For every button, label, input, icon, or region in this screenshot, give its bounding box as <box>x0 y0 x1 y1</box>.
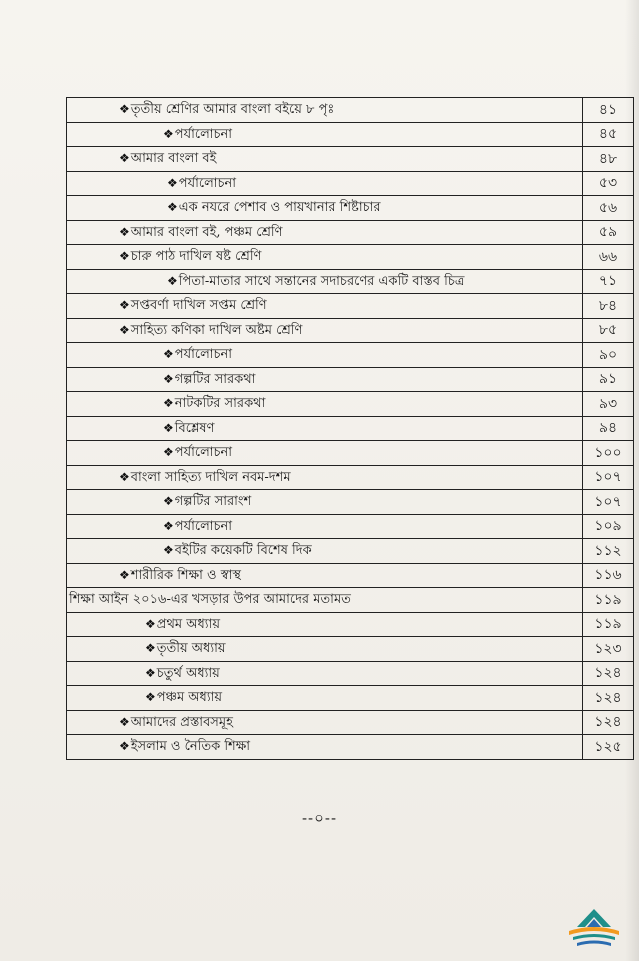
diamond-bullet-icon: ❖ <box>167 273 178 288</box>
diamond-bullet-icon: ❖ <box>167 200 178 215</box>
toc-page-number: ১২৪ <box>583 710 634 735</box>
toc-row <box>67 539 634 564</box>
toc-page-number: ৪৮ <box>583 147 634 172</box>
toc-row <box>67 343 634 368</box>
toc-entry-title: তৃতীয় অধ্যায় <box>156 641 226 657</box>
diamond-bullet-icon: ❖ <box>119 249 130 264</box>
toc-page-number: ৪৫ <box>583 122 634 147</box>
toc-row <box>67 661 634 686</box>
toc-page-number: ১১২ <box>583 539 634 564</box>
toc-row <box>67 245 634 270</box>
toc-entry-title-cell <box>67 98 583 123</box>
toc-entry-title: শিক্ষা আইন ২০১৬-এর খসড়ার উপর আমাদের মতামত <box>69 592 351 608</box>
toc-entry-title-cell <box>67 612 583 637</box>
diamond-bullet-icon: ❖ <box>119 224 130 239</box>
toc-row <box>67 465 634 490</box>
toc-row <box>67 637 634 662</box>
toc-entry-title: পর্যালোচনা <box>174 126 233 142</box>
toc-row <box>67 294 634 319</box>
toc-entry-title: এক নযরে পেশাব ও পায়খানার শিষ্টাচার <box>178 200 381 216</box>
toc-entry-title: আমাদের প্রস্তাবসমূহ <box>130 714 233 730</box>
toc-entry-title-cell <box>67 563 583 588</box>
toc-page-number: ১২৪ <box>583 686 634 711</box>
toc-entry-title-cell <box>67 661 583 686</box>
toc-row <box>67 122 634 147</box>
page-edge-shadow <box>625 0 639 961</box>
toc-entry-title-cell <box>67 465 583 490</box>
toc-row <box>67 563 634 588</box>
diamond-bullet-icon: ❖ <box>163 396 174 411</box>
diamond-bullet-icon: ❖ <box>163 371 174 386</box>
toc-row <box>67 147 634 172</box>
toc-entry-title: তৃতীয় শ্রেণির আমার বাংলা বইয়ে ৮ পৃঃ <box>130 102 335 118</box>
toc-entry-title: পঞ্চম অধ্যায় <box>156 690 223 706</box>
diamond-bullet-icon: ❖ <box>145 616 156 631</box>
toc-entry-title-cell <box>67 220 583 245</box>
diamond-bullet-icon: ❖ <box>119 298 130 313</box>
diamond-bullet-icon: ❖ <box>119 322 130 337</box>
toc-entry-title: চারু পাঠ দাখিল ষষ্ট শ্রেণি <box>130 249 262 265</box>
toc-page-number: ৭১ <box>583 269 634 294</box>
toc-row <box>67 392 634 417</box>
toc-entry-title: আমার বাংলা বই <box>130 151 217 167</box>
toc-page-number: ১২৫ <box>583 735 634 760</box>
toc-entry-title: পর্যালোচনা <box>178 175 237 191</box>
toc-entry-title-cell <box>67 122 583 147</box>
toc-entry-title-cell <box>67 588 583 613</box>
toc-page-number: ৯৩ <box>583 392 634 417</box>
toc-page-number: ৯১ <box>583 367 634 392</box>
diamond-bullet-icon: ❖ <box>119 739 130 754</box>
toc-page-number: ১২৩ <box>583 637 634 662</box>
toc-page-number: ৯০ <box>583 343 634 368</box>
toc-entry-title-cell <box>67 196 583 221</box>
toc-entry-title-cell <box>67 514 583 539</box>
publisher-logo-icon <box>559 905 629 953</box>
toc-entry-title-cell <box>67 686 583 711</box>
toc-entry-title: গল্পটির সারকথা <box>174 371 256 387</box>
toc-page-number: ৫৬ <box>583 196 634 221</box>
toc-row <box>67 441 634 466</box>
toc-entry-title: গল্পটির সারাংশ <box>174 494 252 510</box>
toc-row <box>67 735 634 760</box>
toc-entry-title-cell <box>67 392 583 417</box>
toc-entry-title: বিশ্লেষণ <box>174 420 215 436</box>
diamond-bullet-icon: ❖ <box>163 445 174 460</box>
toc-page-number: ১১৯ <box>583 588 634 613</box>
diamond-bullet-icon: ❖ <box>119 469 130 484</box>
toc-entry-title-cell <box>67 245 583 270</box>
toc-body <box>67 98 634 760</box>
toc-entry-title: সাহিত্য কণিকা দাখিল অষ্টম শ্রেণি <box>130 322 303 338</box>
toc-page-number: ৫৯ <box>583 220 634 245</box>
toc-entry-title-cell <box>67 637 583 662</box>
diamond-bullet-icon: ❖ <box>163 347 174 362</box>
toc-page-number: ১০৯ <box>583 514 634 539</box>
toc-entry-title: পর্যালোচনা <box>174 445 233 461</box>
toc-entry-title: নাটকটির সারকথা <box>174 396 266 412</box>
toc-entry-title-cell <box>67 441 583 466</box>
toc-page-number: ১২৪ <box>583 661 634 686</box>
diamond-bullet-icon: ❖ <box>167 175 178 190</box>
toc-entry-title-cell <box>67 490 583 515</box>
diamond-bullet-icon: ❖ <box>163 494 174 509</box>
toc-entry-title-cell <box>67 269 583 294</box>
toc-entry-title-cell <box>67 710 583 735</box>
toc-page-number: ৪১ <box>583 98 634 123</box>
toc-entry-title-cell <box>67 294 583 319</box>
toc-page-number: ৫৩ <box>583 171 634 196</box>
toc-row <box>67 367 634 392</box>
toc-row <box>67 514 634 539</box>
table-of-contents <box>66 97 634 760</box>
toc-page-number: ৮৪ <box>583 294 634 319</box>
toc-entry-title-cell <box>67 416 583 441</box>
toc-entry-title-cell <box>67 171 583 196</box>
toc-page-number: ৮৫ <box>583 318 634 343</box>
toc-entry-title: বাংলা সাহিত্য দাখিল নবম-দশম <box>130 469 291 485</box>
toc-entry-title: প্রথম অধ্যায় <box>156 616 220 632</box>
diamond-bullet-icon: ❖ <box>119 102 130 117</box>
diamond-bullet-icon: ❖ <box>163 420 174 435</box>
toc-entry-title: সপ্তবর্ণা দাখিল সপ্তম শ্রেণি <box>130 298 267 314</box>
toc-page-number: ১১৯ <box>583 612 634 637</box>
diamond-bullet-icon: ❖ <box>145 641 156 656</box>
toc-row <box>67 686 634 711</box>
toc-row <box>67 588 634 613</box>
toc-page-number: ১০৭ <box>583 490 634 515</box>
toc-row <box>67 490 634 515</box>
toc-entry-title: পিতা-মাতার সাথে সন্তানের সদাচরণের একটি বাস্তব চিত্র <box>178 273 465 289</box>
diamond-bullet-icon: ❖ <box>163 543 174 558</box>
toc-entry-title-cell <box>67 343 583 368</box>
toc-entry-title: পর্যালোচনা <box>174 347 233 363</box>
toc-entry-title-cell <box>67 318 583 343</box>
toc-page-number: ১০০ <box>583 441 634 466</box>
toc-row <box>67 196 634 221</box>
diamond-bullet-icon: ❖ <box>119 567 130 582</box>
toc-page-number: ৯৪ <box>583 416 634 441</box>
toc-row <box>67 171 634 196</box>
toc-row <box>67 710 634 735</box>
end-mark: --০-- <box>301 809 338 827</box>
toc-row <box>67 269 634 294</box>
toc-row <box>67 220 634 245</box>
toc-entry-title-cell <box>67 367 583 392</box>
toc-entry-title-cell <box>67 539 583 564</box>
toc-entry-title: শারীরিক শিক্ষা ও স্বাস্থ <box>130 567 242 583</box>
toc-row <box>67 416 634 441</box>
toc-entry-title-cell <box>67 735 583 760</box>
toc-page-number: ৬৬ <box>583 245 634 270</box>
toc-entry-title-cell <box>67 147 583 172</box>
toc-entry-title: চতুর্থ অধ্যায় <box>156 665 220 681</box>
diamond-bullet-icon: ❖ <box>163 518 174 533</box>
toc-page-number: ১০৭ <box>583 465 634 490</box>
diamond-bullet-icon: ❖ <box>145 665 156 680</box>
toc-entry-title: ইসলাম ও নৈতিক শিক্ষা <box>130 739 251 755</box>
toc-row <box>67 318 634 343</box>
toc-entry-title: পর্যালোচনা <box>174 518 233 534</box>
diamond-bullet-icon: ❖ <box>119 151 130 166</box>
diamond-bullet-icon: ❖ <box>163 126 174 141</box>
toc-entry-title: আমার বাংলা বই, পঞ্চম শ্রেণি <box>130 224 283 240</box>
diamond-bullet-icon: ❖ <box>119 714 130 729</box>
toc-row <box>67 612 634 637</box>
toc-entry-title: বইটির কয়েকটি বিশেষ দিক <box>174 543 312 559</box>
diamond-bullet-icon: ❖ <box>145 690 156 705</box>
toc-page-number: ১১৬ <box>583 563 634 588</box>
toc-row <box>67 98 634 123</box>
